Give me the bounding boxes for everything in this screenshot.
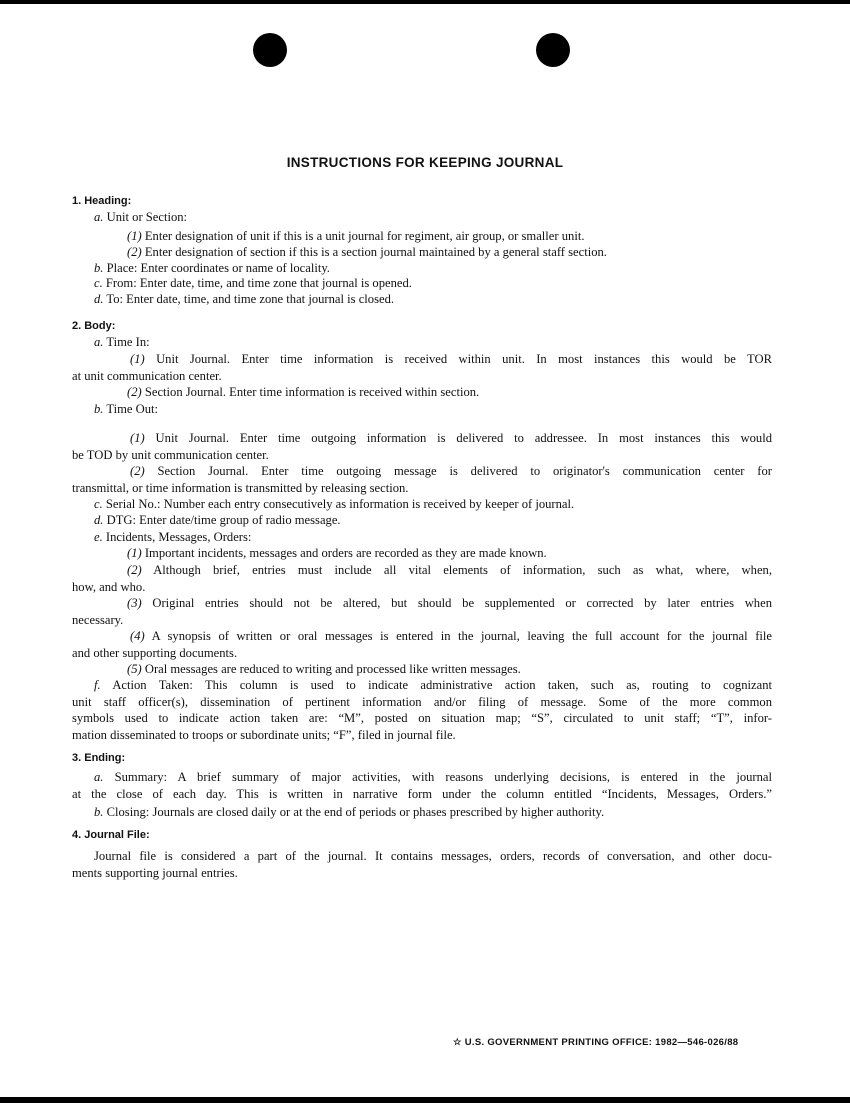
- item-marker: c.: [94, 497, 103, 511]
- item-marker: b.: [94, 805, 104, 819]
- item-marker: (2): [127, 245, 142, 259]
- section-heading: [72, 750, 772, 766]
- line-text: Although brief, entries must include all vital elements of information, such as what, where, when,: [153, 563, 772, 577]
- item-marker: d.: [94, 292, 104, 306]
- line-text: Serial No.: Number each entry consecutively as information is received by keeper of journal.: [105, 497, 575, 511]
- instruction-line: [127, 562, 772, 578]
- binder-hole-left: [253, 33, 287, 67]
- line-text: Enter designation of section if this is a section journal maintained by a general staff section.: [144, 245, 607, 259]
- line-text: mation disseminated to troops or subordinate units; “F”, filed in journal file.: [72, 728, 456, 742]
- instruction-line: [94, 260, 772, 276]
- line-text: Oral messages are reduced to writing and processed like written messages.: [144, 662, 521, 676]
- instruction-line: [130, 351, 772, 367]
- item-marker: b.: [94, 402, 104, 416]
- line-text: ments supporting journal entries.: [72, 866, 238, 880]
- instruction-line: [94, 275, 772, 291]
- instruction-line: [94, 334, 772, 350]
- instruction-line: [72, 612, 772, 628]
- line-text: 2. Body:: [72, 320, 116, 332]
- instruction-line: [130, 628, 772, 644]
- instruction-line: [94, 769, 772, 785]
- line-text: Action Taken: This column is used to indicate administrative action taken, such as, routing to cognizant: [112, 678, 772, 692]
- item-marker: (2): [127, 385, 142, 399]
- section-heading: [72, 827, 772, 843]
- line-text: 1. Heading:: [72, 195, 132, 207]
- scan-border-bottom: [0, 1097, 850, 1103]
- instruction-line: [72, 447, 772, 463]
- line-text: symbols used to indicate action taken are: “M”, posted on situation map; “S”, circulated to unit staff; “T”, infor-: [72, 711, 772, 725]
- line-text: From: Enter date, time, and time zone that journal is opened.: [105, 276, 412, 290]
- instruction-line: [72, 368, 772, 384]
- line-text: and other supporting documents.: [72, 646, 238, 660]
- item-marker: (2): [130, 464, 145, 478]
- instruction-line: [72, 645, 772, 661]
- instruction-line: [72, 480, 772, 496]
- item-marker: (5): [127, 662, 142, 676]
- instruction-line: [72, 727, 772, 743]
- line-text: Enter designation of unit if this is a unit journal for regiment, air group, or smaller unit.: [144, 229, 585, 243]
- printing-office-footer: ☆ U.S. GOVERNMENT PRINTING OFFICE: 1982—546-026/88: [453, 1037, 739, 1048]
- line-text: DTG: Enter date/time group of radio message.: [106, 513, 341, 527]
- item-marker: (1): [130, 352, 145, 366]
- line-text: Closing: Journals are closed daily or at the end of periods or phases prescribed by higher authority.: [106, 805, 605, 819]
- instruction-line: [94, 529, 772, 545]
- line-text: Summary: A brief summary of major activities, with reasons underlying decisions, is entered in the journal: [114, 770, 772, 784]
- instruction-line: [94, 848, 772, 864]
- instruction-line: [127, 384, 772, 400]
- item-marker: a.: [94, 770, 104, 784]
- item-marker: b.: [94, 261, 104, 275]
- line-text: 4. Journal File:: [72, 829, 150, 841]
- instruction-line: [94, 496, 772, 512]
- instruction-line: [127, 661, 772, 677]
- scan-border-top: [0, 0, 850, 4]
- line-text: Original entries should not be altered, but should be supplemented or corrected by later entries when: [152, 596, 772, 610]
- instruction-line: [130, 463, 772, 479]
- item-marker: (1): [130, 431, 145, 445]
- item-marker: d.: [94, 513, 104, 527]
- instruction-line: [127, 595, 772, 611]
- item-marker: f.: [94, 678, 101, 692]
- instruction-line: [94, 804, 772, 820]
- line-text: Section Journal. Enter time outgoing message is delivered to originator's communication center for: [157, 464, 772, 478]
- line-text: Time Out:: [106, 402, 159, 416]
- line-text: Unit Journal. Enter time information is received within unit. In most instances this would be TOR: [156, 352, 772, 366]
- item-marker: (4): [130, 629, 145, 643]
- line-text: Unit or Section:: [106, 210, 188, 224]
- line-text: how, and who.: [72, 580, 146, 594]
- section-heading: [72, 193, 772, 209]
- instruction-line: [72, 786, 772, 802]
- section-heading: [72, 318, 772, 334]
- item-marker: e.: [94, 530, 103, 544]
- line-text: Section Journal. Enter time information is received within section.: [144, 385, 480, 399]
- line-text: at the close of each day. This is written in narrative form under the column entitled “Incidents, Messages, Orders.”: [72, 787, 772, 801]
- item-marker: (2): [127, 563, 142, 577]
- item-marker: (3): [127, 596, 142, 610]
- line-text: To: Enter date, time, and time zone that journal is closed.: [106, 292, 395, 306]
- item-marker: (1): [127, 229, 142, 243]
- line-text: Time In:: [106, 335, 150, 349]
- line-text: Place: Enter coordinates or name of locality.: [106, 261, 330, 275]
- instruction-line: [94, 401, 772, 417]
- instruction-line: [94, 209, 772, 225]
- instruction-line: [72, 865, 772, 881]
- instruction-line: [94, 291, 772, 307]
- line-text: transmittal, or time information is transmitted by releasing section.: [72, 481, 409, 495]
- line-text: Journal file is considered a part of the journal. It contains messages, orders, records of conversation, and other docu-: [94, 849, 772, 863]
- item-marker: c.: [94, 276, 103, 290]
- instruction-line: [127, 545, 772, 561]
- line-text: be TOD by unit communication center.: [72, 448, 269, 462]
- instruction-line: [127, 244, 772, 260]
- line-text: Important incidents, messages and orders are recorded as they are made known.: [144, 546, 547, 560]
- page-title: INSTRUCTIONS FOR KEEPING JOURNAL: [286, 155, 564, 170]
- line-text: 3. Ending:: [72, 752, 126, 764]
- line-text: necessary.: [72, 613, 124, 627]
- binder-hole-right: [536, 33, 570, 67]
- item-marker: (1): [127, 546, 142, 560]
- instruction-line: [72, 694, 772, 710]
- line-text: A synopsis of written or oral messages is entered in the journal, leaving the full account for the journal file: [151, 629, 772, 643]
- instruction-line: [72, 579, 772, 595]
- line-text: Unit Journal. Enter time outgoing information is delivered to addressee. In most instances this would: [155, 431, 772, 445]
- line-text: at unit communication center.: [72, 369, 222, 383]
- instruction-line: [127, 228, 772, 244]
- item-marker: a.: [94, 210, 104, 224]
- line-text: Incidents, Messages, Orders:: [105, 530, 252, 544]
- instruction-line: [94, 677, 772, 693]
- instruction-line: [72, 710, 772, 726]
- item-marker: a.: [94, 335, 104, 349]
- line-text: unit staff officer(s), dissemination of pertinent information and/or filing of message. Some of the more common: [72, 695, 772, 709]
- instruction-line: [94, 512, 772, 528]
- instruction-line: [130, 430, 772, 446]
